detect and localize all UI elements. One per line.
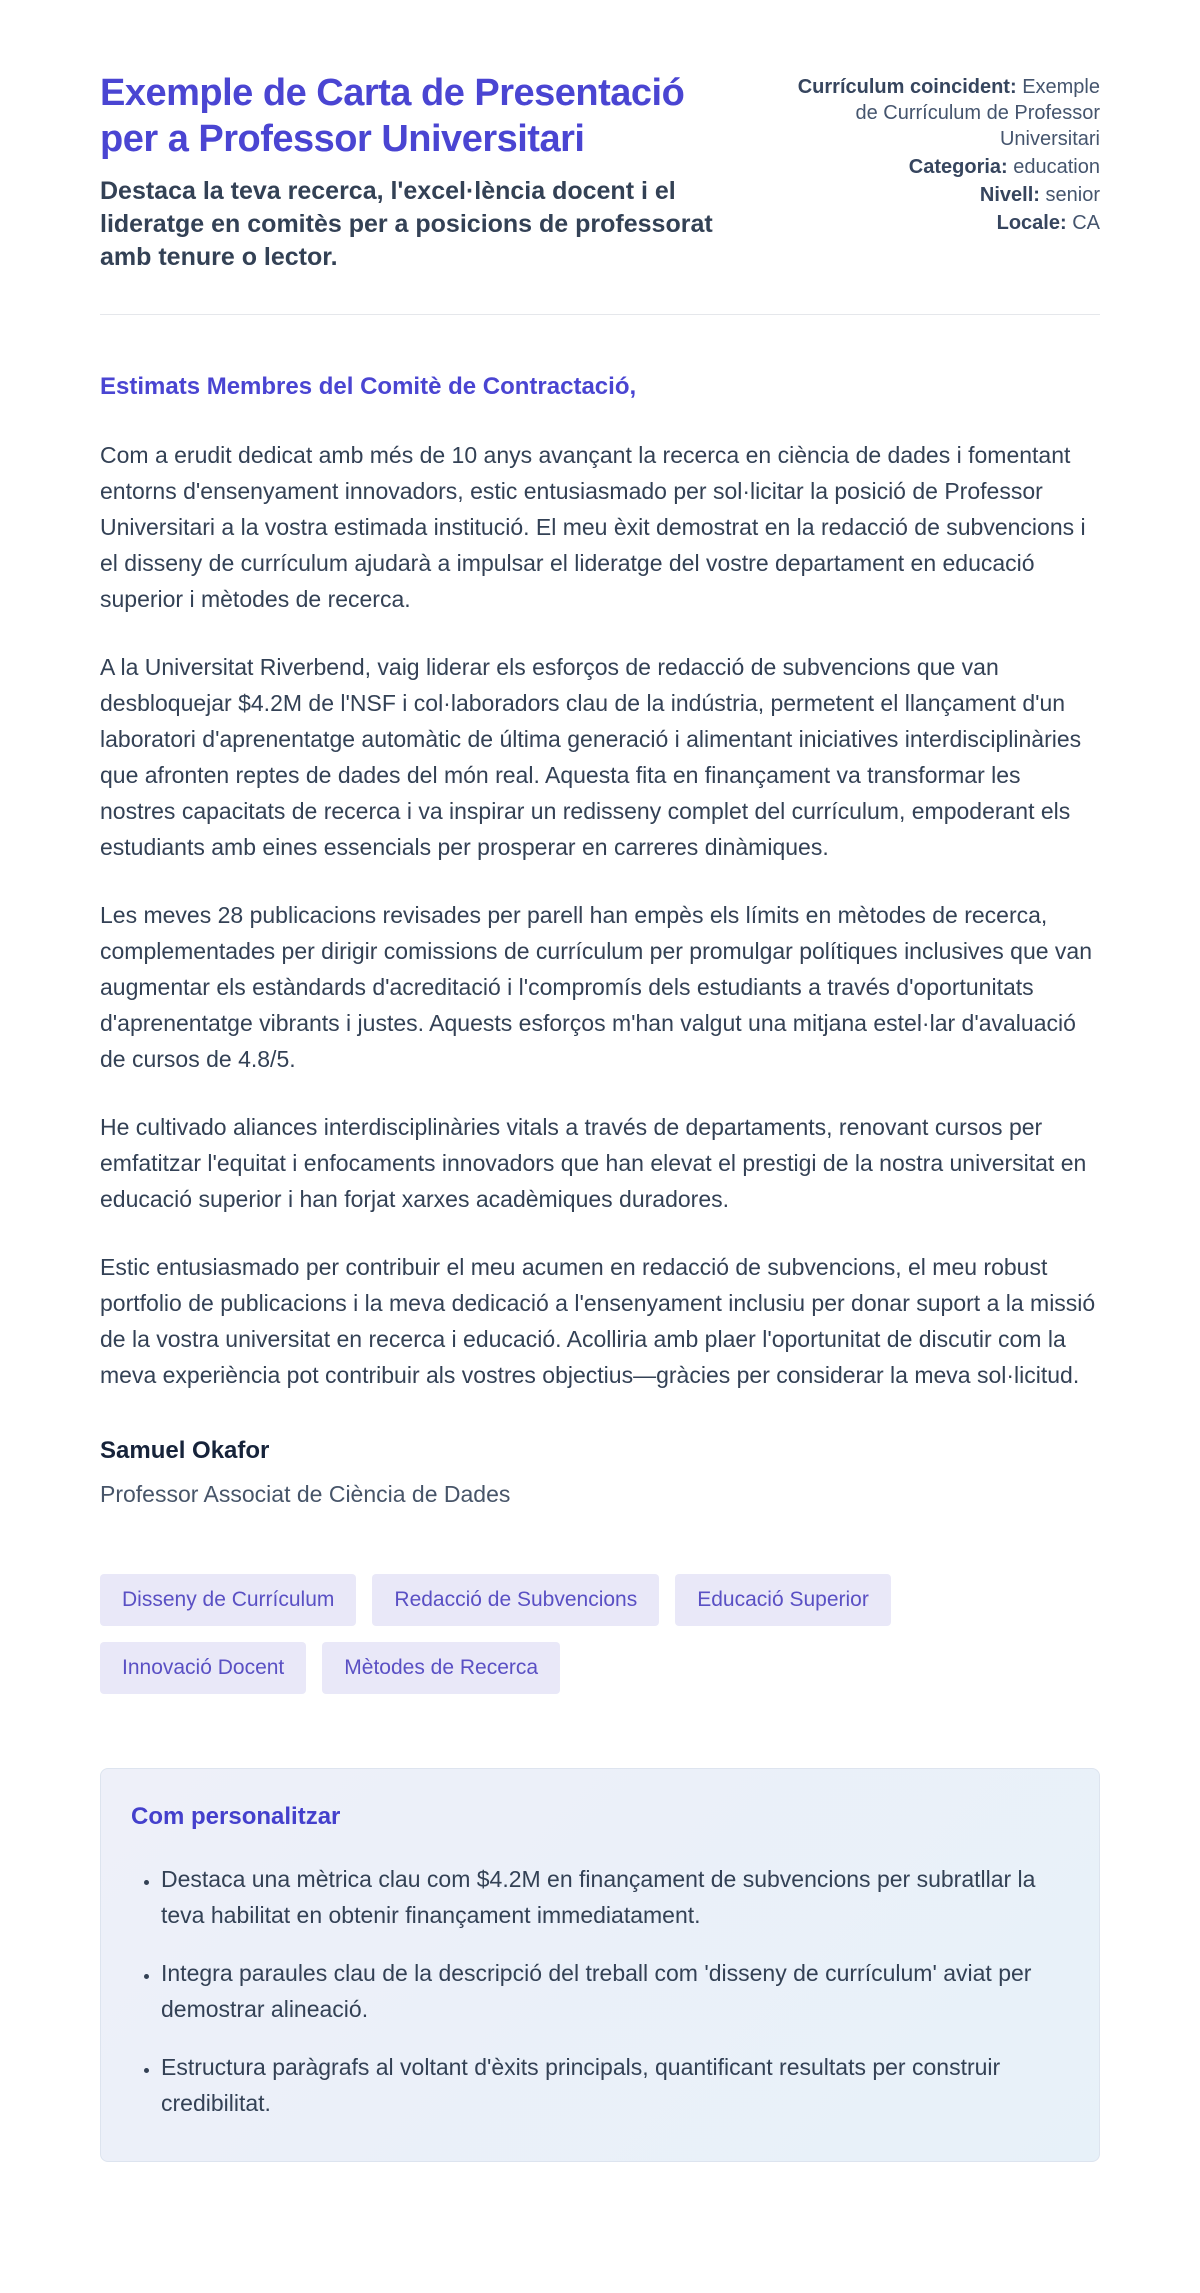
callout-bullet: • Destaca una mètrica clau com $4.2M en finançament de subvencions per subratllar la teva habilitat en obtenir finançament immediatament. [161, 1861, 1061, 1933]
letter-paragraph: Les meves 28 publicacions revisades per parell han empès els límits en mètodes de recerca, complementades per dirigir comissions de currículum per promulgar polítiques inclusives que van augmentar els estàndards d'acreditació i l'compromís dels estudiants a través d'oportunitats d'aprenentatge vibrants i justes. Aquests esforços m'han valgut una mitjana estel·lar d'avaluació de cursos de 4.8/5. [100, 901, 1093, 1072]
letter-paragraph: Com a erudit dedicat amb més de 10 anys avançant la recerca en ciència de dades i fomentant entorns d'ensenyament innovadors, estic entusiasmado per sol·licitar la posició de Professor Universitari a la vostra estimada institució. El meu èxit demostrat en la redacció de subvencions i el disseny de currículum ajudarà a impulsar el lideratge del vostre departament en educació superior i mètodes de recerca. [100, 441, 1086, 612]
skill-tag-chip[interactable]: Disseny de Currículum [100, 1574, 356, 1626]
meta-matching-resume [795, 74, 1100, 152]
meta-category [795, 154, 1100, 180]
letter-paragraph: Estic entusiasmado per contribuir el meu acumen en redacció de subvencions, el meu robust portfolio de publicacions i la meva dedicació a l'ensenyament inclusiu per donar suport a la missió de la vostra universitat en recerca i educació. Acolliria amb plaer l'oportunitat de discutir com la meva experiència pot contribuir als vostres objectius—gràcies per considerar la meva sol·licitud. [100, 1253, 1096, 1388]
signature-block [100, 1437, 1100, 1508]
letter-paragraph: He cultivado aliances interdisciplinàries vitals a través de departaments, renovant cursos per emfatitzar l'equitat i enfocaments innovadors que han elevat el prestigi de la nostra universitat en educació superior i han forjat xarxes acadèmiques duradores. [100, 1113, 1087, 1212]
header-divider [100, 314, 1100, 315]
callout-bullet-list [131, 1861, 1061, 2121]
matching-resume-label: Currículum coincident: [797, 76, 1017, 98]
skill-tags [100, 1574, 1000, 1694]
level-value: senior [1045, 184, 1100, 206]
callout-title: Com personalitzar [131, 1802, 341, 1830]
header [100, 70, 1100, 274]
locale-value: CA [1072, 212, 1100, 234]
letter-paragraphs [100, 437, 1100, 1393]
skill-tag-chip[interactable]: Redacció de Subvencions [372, 1574, 659, 1626]
content-container [100, 0, 1100, 2162]
signature-name: Samuel Okafor [100, 1436, 270, 1464]
callout-bullet: • Estructura paràgrafs al voltant d'èxits principals, quantificant resultats per construir credibilitat. [161, 2049, 1061, 2121]
skill-tag-chip[interactable]: Mètodes de Recerca [322, 1642, 560, 1694]
level-label: Nivell: [979, 184, 1040, 206]
meta-panel [795, 70, 1100, 238]
letter-paragraph: A la Universitat Riverbend, vaig liderar els esforços de redacció de subvencions que van desbloquejar $4.2M de l'NSF i col·laboradors clau de la indústria, permetent el llançament d'un laboratori d'aprenentatge automàtic de última generació i alimentant iniciatives interdisciplinàries que afronten reptes de dades del món real. Aquesta fita en finançament va transformar les nostres capacitats de recerca i va inspirar un redisseny complet del currículum, empoderant els estudiants amb eines essencials per prosperar en carreres dinàmiques. [100, 653, 1082, 860]
category-value: education [1013, 156, 1100, 178]
letter-greeting: Estimats Membres del Comitè de Contractació, [100, 372, 637, 400]
customization-callout [100, 1768, 1100, 2162]
callout-bullet: • Integra paraules clau de la descripció del treball com 'disseny de currículum' aviat per demostrar alineació. [161, 1955, 1061, 2027]
page-title: Exemple de Carta de Presentació per a Professor Universitari [100, 72, 685, 161]
meta-level [795, 182, 1100, 208]
locale-label: Locale: [996, 212, 1067, 234]
signature-role: Professor Associat de Ciència de Dades [100, 1480, 511, 1507]
skill-tag-chip[interactable]: Educació Superior [675, 1574, 891, 1626]
matching-resume-link[interactable]: Exemple de Currículum de Professor Universitari [855, 76, 1100, 150]
header-title-block [100, 70, 750, 274]
meta-locale [795, 210, 1100, 236]
page-subtitle: Destaca la teva recerca, l'excel·lència docent i el lideratge en comitès per a posicions de professorat amb tenure o lector. [100, 176, 713, 271]
category-label: Categoria: [908, 156, 1008, 178]
letter-body [100, 373, 1100, 1508]
skill-tag-chip[interactable]: Innovació Docent [100, 1642, 306, 1694]
